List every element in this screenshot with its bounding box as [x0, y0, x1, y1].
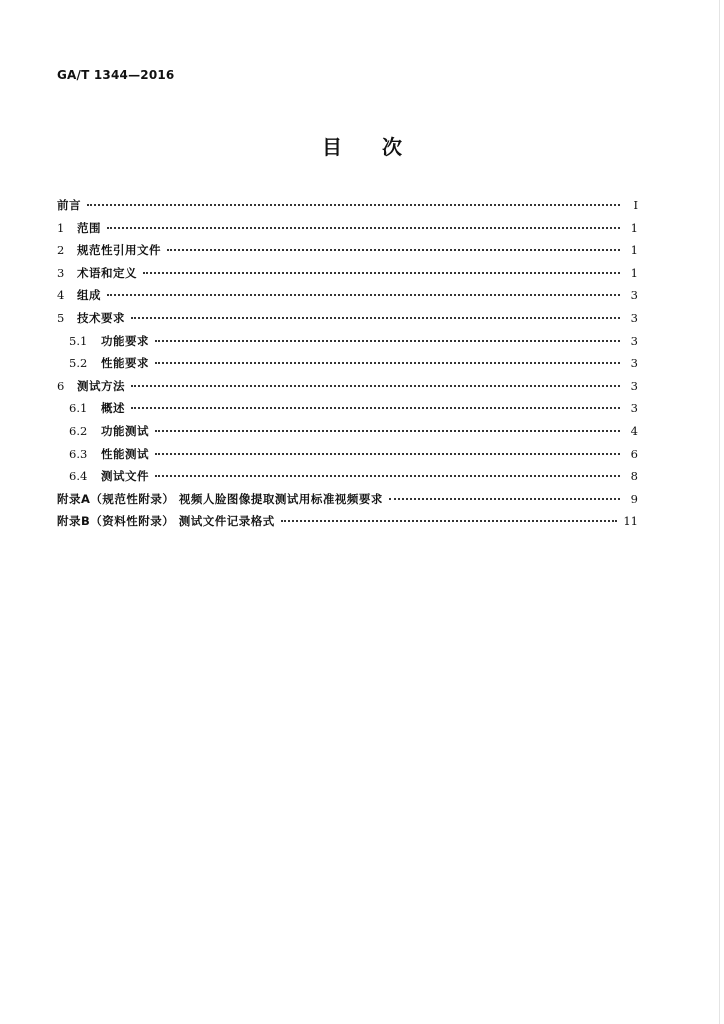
toc-dot-leader	[167, 249, 620, 251]
toc-entry-label: 测试文件	[101, 469, 149, 484]
toc-entry-page-number: 3	[630, 356, 638, 371]
toc-entry-number: 6.4	[69, 469, 88, 484]
toc-entry[interactable]	[57, 330, 638, 353]
toc-dot-leader	[107, 227, 620, 229]
toc-entry[interactable]	[57, 262, 638, 285]
toc-entry[interactable]	[57, 375, 638, 398]
toc-entry-number: 6.3	[69, 446, 88, 461]
toc-entry-page-number: 3	[630, 310, 638, 325]
toc-entry-page-number: Ⅰ	[633, 198, 638, 212]
toc-entry[interactable]	[57, 194, 638, 217]
toc-entry-page-number: 1	[630, 265, 638, 280]
toc-dot-leader	[107, 294, 620, 296]
toc-entry-label: 组成	[77, 288, 101, 303]
standard-code-header: GA/T 1344—2016	[57, 68, 175, 82]
toc-entry[interactable]	[57, 239, 638, 262]
toc-dot-leader	[281, 520, 618, 522]
toc-entry-page-number: 1	[630, 243, 638, 258]
toc-entry-page-number: 9	[630, 491, 638, 506]
toc-entry-page-number: 8	[630, 469, 638, 484]
toc-entry-label: 测试方法	[77, 378, 125, 393]
toc-entry-label: 前言	[57, 198, 81, 212]
toc-entry-number: 2	[57, 243, 65, 258]
toc-title-right: 次	[382, 135, 402, 159]
toc-entry-label: 性能要求	[101, 356, 149, 371]
toc-entry-number: 1	[57, 220, 65, 235]
toc-dot-leader	[155, 475, 620, 477]
toc-entry-number: 3	[57, 265, 65, 280]
toc-dot-leader	[131, 407, 620, 409]
toc-entry-page-number: 3	[630, 333, 638, 348]
toc-title-left: 目	[322, 135, 342, 159]
toc-entry[interactable]	[57, 510, 638, 533]
toc-dot-leader	[143, 272, 620, 274]
toc-entry-label: 功能测试	[101, 423, 149, 438]
toc-entry[interactable]	[57, 397, 638, 420]
toc-entry[interactable]	[57, 465, 638, 488]
toc-entry-number: 6.1	[69, 401, 88, 416]
toc-entry-number: 4	[57, 288, 65, 303]
toc-entry-page-number: 3	[630, 288, 638, 303]
toc-entry[interactable]	[57, 443, 638, 466]
toc-dot-leader	[131, 385, 620, 387]
toc-entry-number: 5	[57, 310, 65, 325]
toc-entry-label: 术语和定义	[77, 265, 137, 280]
toc-entry-label: 范围	[77, 220, 101, 235]
toc-entry-label: 附录B（资料性附录） 测试文件记录格式	[57, 514, 275, 529]
toc-entry-label: 概述	[101, 401, 125, 416]
toc-entry-page-number: 4	[630, 423, 638, 438]
toc-entry[interactable]	[57, 488, 638, 511]
toc-entry-label: 功能要求	[101, 333, 149, 348]
toc-entry[interactable]	[57, 307, 638, 330]
toc-entry[interactable]	[57, 217, 638, 240]
toc-entry-page-number: 1	[630, 220, 638, 235]
toc-entry[interactable]	[57, 420, 638, 443]
toc-entry-number: 5.1	[69, 333, 88, 348]
toc-entry-page-number: 11	[623, 514, 638, 529]
toc-dot-leader	[155, 362, 620, 364]
toc-dot-leader	[155, 340, 620, 342]
toc-entry[interactable]	[57, 284, 638, 307]
toc-entry[interactable]	[57, 352, 638, 375]
toc-entry-label: 性能测试	[101, 446, 149, 461]
toc-entry-label: 规范性引用文件	[77, 243, 161, 258]
table-of-contents	[57, 194, 638, 533]
toc-entry-number: 5.2	[69, 356, 88, 371]
toc-entry-page-number: 3	[630, 401, 638, 416]
toc-entry-number: 6	[57, 378, 65, 393]
toc-entry-number: 6.2	[69, 423, 88, 438]
toc-dot-leader	[131, 317, 620, 319]
toc-dot-leader	[155, 430, 620, 432]
toc-dot-leader	[155, 453, 620, 455]
toc-entry-page-number: 3	[630, 378, 638, 393]
toc-dot-leader	[389, 498, 620, 500]
toc-dot-leader	[87, 204, 620, 206]
toc-entry-label: 附录A（规范性附录） 视频人脸图像提取测试用标准视频要求	[57, 491, 383, 506]
toc-entry-page-number: 6	[630, 446, 638, 461]
toc-title	[0, 131, 724, 160]
toc-entry-label: 技术要求	[77, 310, 125, 325]
